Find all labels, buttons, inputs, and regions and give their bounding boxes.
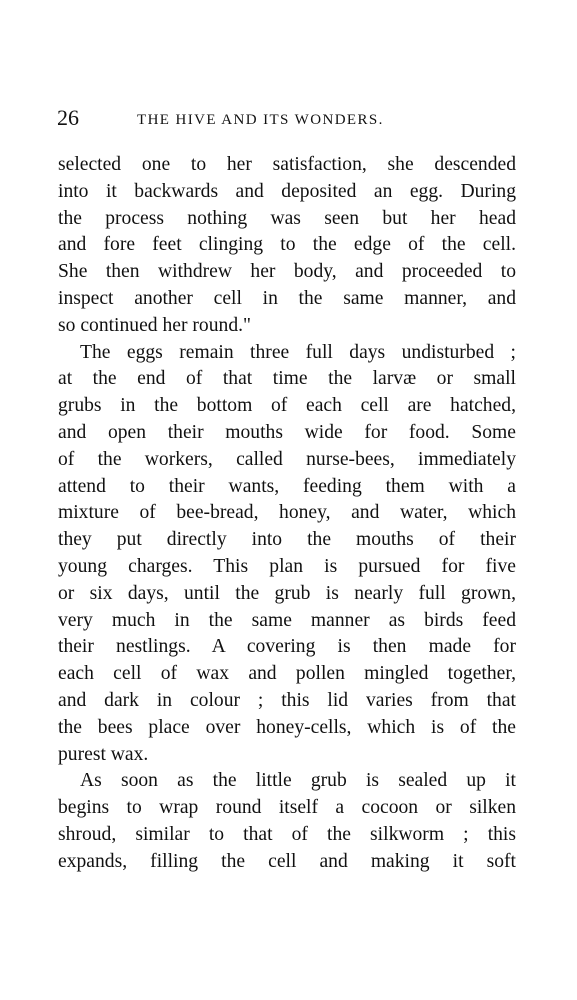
text-line: She then withdrew her body, and proceeded to xyxy=(58,261,516,283)
text-line: grubs in the bottom of each cell are hatched, xyxy=(58,395,516,417)
text-line: the bees place over honey-cells, which is of the xyxy=(58,716,516,738)
text-line: at the end of that time the larvæ or small xyxy=(58,368,516,390)
text-line: mixture of bee-bread, honey, and water, which xyxy=(58,502,516,524)
text-line: purest wax. xyxy=(58,743,149,765)
text-line: The eggs remain three full days undisturbed ; xyxy=(80,341,516,363)
body-text xyxy=(58,152,516,876)
text-line: very much in the same manner as birds feed xyxy=(58,609,516,631)
page-header xyxy=(57,105,517,135)
text-line: young charges. This plan is pursued for five xyxy=(58,555,516,577)
text-line: their nestlings. A covering is then made for xyxy=(58,636,516,658)
text-line: each cell of wax and pollen mingled together, xyxy=(58,663,516,685)
text-line: so continued her round." xyxy=(58,314,252,336)
text-line: they put directly into the mouths of their xyxy=(58,529,516,551)
text-line: inspect another cell in the same manner, and xyxy=(58,287,516,309)
text-line: and open their mouths wide for food. Some xyxy=(58,421,516,443)
text-line: and dark in colour ; this lid varies from that xyxy=(58,689,516,711)
text-line: and fore feet clinging to the edge of the cell. xyxy=(58,234,516,256)
text-line: into it backwards and deposited an egg. During xyxy=(58,180,516,202)
text-line: of the workers, called nurse-bees, immediately xyxy=(58,448,516,470)
page-number: 26 xyxy=(57,105,79,130)
text-line: or six days, until the grub is nearly full grown, xyxy=(58,582,516,604)
text-line: shroud, similar to that of the silkworm ; this xyxy=(58,823,516,845)
text-line: begins to wrap round itself a cocoon or silken xyxy=(58,797,516,819)
text-line: expands, filling the cell and making it soft xyxy=(58,850,516,872)
text-line: As soon as the little grub is sealed up it xyxy=(80,770,516,792)
text-line: selected one to her satisfaction, she descended xyxy=(58,154,516,175)
text-line: the process nothing was seen but her head xyxy=(58,207,516,229)
running-title: THE HIVE AND ITS WONDERS. xyxy=(137,112,384,128)
text-line: attend to their wants, feeding them with a xyxy=(58,475,516,497)
